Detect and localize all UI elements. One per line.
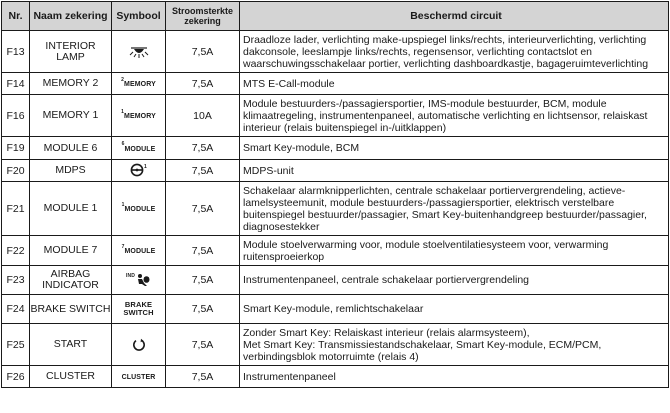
symbol-index: 1 [144, 163, 147, 170]
symbol-text: MODULE [124, 206, 156, 214]
fuse-symbol [112, 31, 166, 73]
fuse-circuit: Zonder Smart Key: Relaiskast interieur (relais alarmsysteem), Met Smart Key: Transmissiestandschakelaar, Smart Key-module, ECM/PCM, verbindingsblok motorruimte (relais 4) [240, 324, 669, 366]
header-row [2, 2, 669, 31]
airbag-indicator-icon [135, 273, 151, 287]
table-row [2, 366, 669, 388]
header-symbol: Symbool [112, 2, 166, 31]
steering-wheel-icon [130, 163, 144, 177]
start-icon [132, 338, 146, 352]
fuse-circuit: MTS E-Call-module [240, 73, 669, 95]
fuse-number: F21 [2, 182, 30, 236]
fuse-number: F22 [2, 236, 30, 266]
symbol-index: 2 [121, 76, 125, 83]
fuse-number: F19 [2, 137, 30, 160]
fuse-number: F14 [2, 73, 30, 95]
symbol-index: 7 [121, 243, 125, 250]
fuse-number: F24 [2, 295, 30, 324]
fuse-amperage: 7,5A [166, 295, 240, 324]
symbol-text: MEMORY [124, 113, 156, 121]
fuse-symbol [112, 236, 166, 266]
fuse-circuit: Draadloze lader, verlichting make-upspiegel links/rechts, interieurverlichting, verlichting dakconsole, leeslampje links/rechts, regensensor, verlichting contactslot en waarschuwingsschakelaar portier, verlichting dashboardkastje, bagageruimteverlichting [240, 31, 669, 73]
fuse-amperage: 7,5A [166, 73, 240, 95]
fuse-circuit: Smart Key-module, BCM [240, 137, 669, 160]
table-row [2, 73, 669, 95]
symbol-index: 6 [121, 141, 125, 148]
fuse-name: INTERIOR LAMP [30, 31, 112, 73]
fuse-number: F25 [2, 324, 30, 366]
fuse-amperage: 7,5A [166, 160, 240, 182]
header-amperage: Stroomsterkte zekering [166, 2, 240, 31]
fuse-name: MODULE 6 [30, 137, 112, 160]
table-row [2, 295, 669, 324]
fuse-amperage: 7,5A [166, 266, 240, 295]
fuse-amperage: 10A [166, 95, 240, 137]
fuse-symbol [112, 95, 166, 137]
fuse-number: F20 [2, 160, 30, 182]
fuse-name: MEMORY 2 [30, 73, 112, 95]
fuse-circuit: Instrumentenpaneel, centrale schakelaar portiervergrendeling [240, 266, 669, 295]
symbol-index: 1 [121, 201, 125, 208]
fuse-name: MDPS [30, 160, 112, 182]
fuse-name: MODULE 7 [30, 236, 112, 266]
fuse-symbol [112, 182, 166, 236]
table-row [2, 160, 669, 182]
fuse-name: BRAKE SWITCH [30, 295, 112, 324]
fuse-name: START [30, 324, 112, 366]
fuse-symbol [112, 295, 166, 324]
fuse-circuit: Module bestuurders-/passagiersportier, IMS-module bestuurder, BCM, module klimaatregeling, instrumentenpaneel, automatische verlichting en lichtsensor, relaiskast interieur (relais buitenspiegel in-/uitklappen) [240, 95, 669, 137]
header-circuit: Beschermd circuit [240, 2, 669, 31]
table-row [2, 31, 669, 73]
fuse-circuit: MDPS-unit [240, 160, 669, 182]
fuse-name: MODULE 1 [30, 182, 112, 236]
fuse-circuit: Module stoelverwarming voor, module stoelventilatiesysteem voor, verwarming ruitensproeierkop [240, 236, 669, 266]
fuse-table-container [1, 1, 669, 388]
fuse-name: AIRBAG INDICATOR [30, 266, 112, 295]
fuse-number: F16 [2, 95, 30, 137]
fuse-symbol [112, 73, 166, 95]
fuse-name: MEMORY 1 [30, 95, 112, 137]
table-row [2, 182, 669, 236]
table-row [2, 236, 669, 266]
fuse-amperage: 7,5A [166, 137, 240, 160]
symbol-index: IND [126, 273, 135, 280]
fuse-amperage: 7,5A [166, 366, 240, 388]
fuse-number: F26 [2, 366, 30, 388]
fuse-amperage: 7,5A [166, 236, 240, 266]
symbol-text: MEMORY [124, 81, 156, 89]
fuse-name: CLUSTER [30, 366, 112, 388]
fuse-circuit: Instrumentenpaneel [240, 366, 669, 388]
table-row [2, 266, 669, 295]
symbol-text: CLUSTER [121, 373, 156, 381]
fuse-symbol [112, 266, 166, 295]
fuse-number: F13 [2, 31, 30, 73]
fuse-circuit: Smart Key-module, remlichtschakelaar [240, 295, 669, 324]
header-nr: Nr. [2, 2, 30, 31]
fuse-amperage: 7,5A [166, 31, 240, 73]
symbol-text-line2: SWITCH [123, 307, 154, 317]
symbol-text-line1: BRAKE [124, 299, 153, 309]
fuse-symbol [112, 366, 166, 388]
table-row [2, 137, 669, 160]
table-row [2, 95, 669, 137]
header-name: Naam zekering [30, 2, 112, 31]
interior-lamp-icon [128, 45, 150, 59]
symbol-index: 1 [121, 108, 125, 115]
fuse-symbol [112, 137, 166, 160]
fuse-table [1, 1, 669, 388]
fuse-circuit: Schakelaar alarmknipperlichten, centrale schakelaar portiervergrendeling, actieve-lamelsysteemunit, module bestuurders-/passagiersportier, elektrisch verstelbare buitenspiegel bestuurder/passagier, Smart Key-buitenhandgreep bestuurder/passagier, diagnosestekker [240, 182, 669, 236]
fuse-amperage: 7,5A [166, 324, 240, 366]
fuse-number: F23 [2, 266, 30, 295]
fuse-symbol [112, 324, 166, 366]
symbol-text: MODULE [124, 145, 156, 153]
fuse-amperage: 7,5A [166, 182, 240, 236]
fuse-symbol [112, 160, 166, 182]
table-row [2, 324, 669, 366]
symbol-text: MODULE [124, 248, 156, 256]
